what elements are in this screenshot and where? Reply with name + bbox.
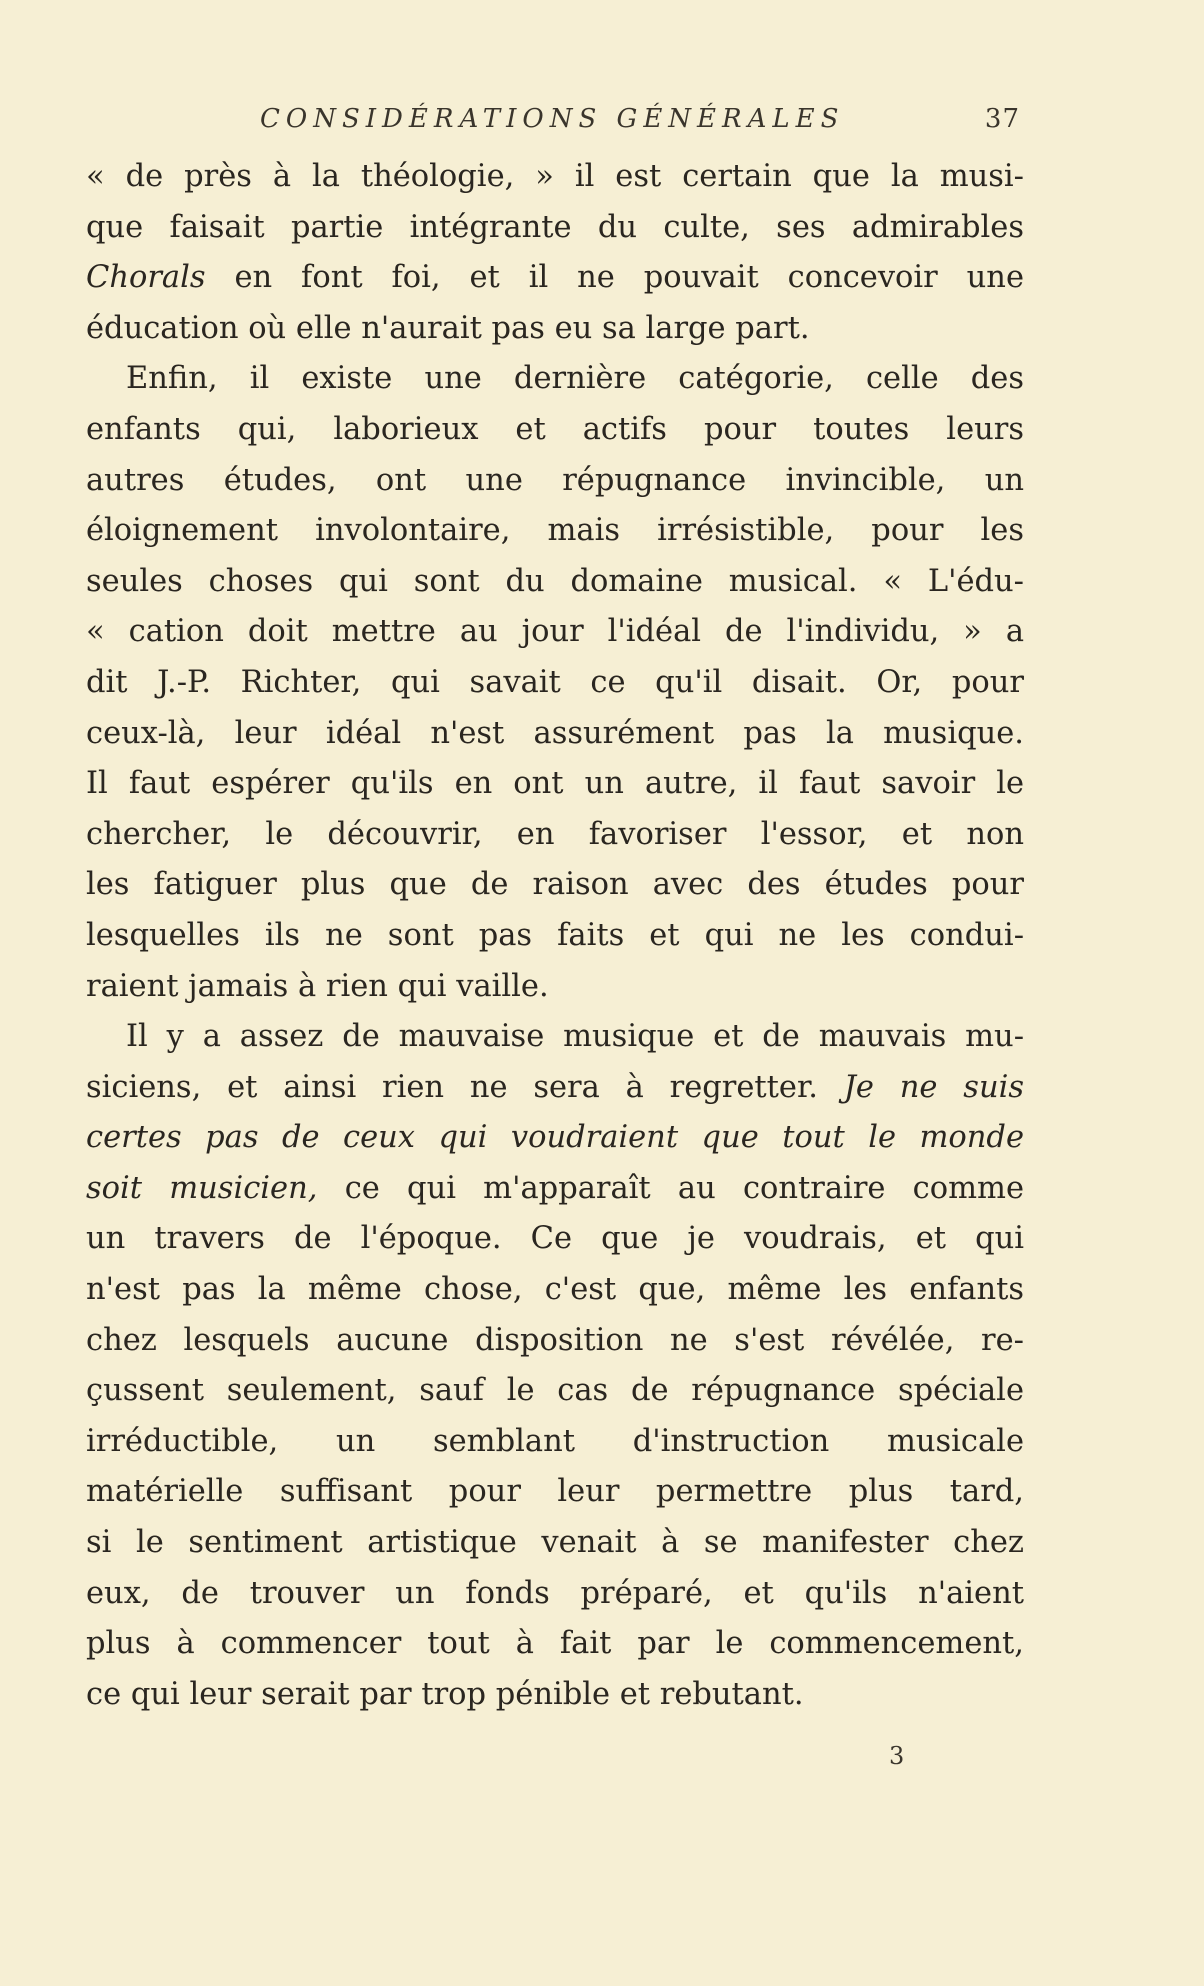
text-line: eux, de trouver un fonds préparé, et qu'ils n'aient — [86, 1575, 1024, 1611]
text-line — [86, 1164, 1024, 1215]
text-line: enfants qui, laborieux et actifs pour toutes leurs — [86, 411, 1024, 447]
text-line: irréductible, un semblant d'instruction musicale — [86, 1423, 1024, 1459]
running-head — [86, 100, 1024, 144]
text-line: si le sentiment artistique venait à se manifester chez — [86, 1525, 1024, 1561]
text-line: raient jamais à rien qui vaille. — [86, 968, 549, 1004]
text-line: Il y a assez de mauvaise musique et de mauvais mu- — [126, 1019, 1024, 1055]
body-text — [86, 152, 1024, 1720]
running-title: CONSIDÉRATIONS GÉNÉRALES — [260, 104, 845, 134]
text-line — [86, 1063, 1024, 1114]
text-line: éloignement involontaire, mais irrésistible, pour les — [86, 513, 1024, 549]
text-line: ce qui leur serait par trop pénible et rebutant. — [86, 1676, 804, 1712]
text-fragment: siciens, et ainsi rien ne sera à regretter. — [86, 1069, 818, 1105]
text-line: dit J.-P. Richter, qui savait ce qu'il disait. Or, pour — [86, 664, 1024, 700]
text-line — [86, 253, 1024, 304]
text-line: lesquelles ils ne sont pas faits et qui ne les condui- — [86, 917, 1024, 953]
text-line: « de près à la théologie, » il est certain que la musi- — [86, 159, 1024, 194]
italic-text: soit musicien, — [86, 1170, 318, 1206]
text-line: Il faut espérer qu'ils en ont un autre, il faut savoir le — [86, 766, 1024, 802]
text-line: Enfin, il existe une dernière catégorie, celle des — [126, 361, 1024, 397]
italic-text: Chorals — [86, 260, 206, 296]
signature-mark: 3 — [889, 1742, 905, 1770]
text-line: les fatiguer plus que de raison avec des études pour — [86, 867, 1024, 903]
text-line: çussent seulement, sauf le cas de répugnance spéciale — [86, 1373, 1024, 1409]
text-line: éducation où elle n'aurait pas eu sa large part. — [86, 310, 810, 346]
text-line: matérielle suffisant pour leur permettre plus tard, — [86, 1474, 1024, 1510]
text-line: seules choses qui sont du domaine musical. « L'édu- — [86, 563, 1024, 599]
text-fragment: en font foi, et il ne pouvait concevoir une — [234, 260, 1024, 296]
italic-text: Je ne suis — [843, 1069, 1024, 1105]
text-line: ceux-là, leur idéal n'est assurément pas la musique. — [86, 715, 1024, 751]
text-line: « cation doit mettre au jour l'idéal de l'individu, » a — [86, 614, 1024, 650]
page-number: 37 — [984, 104, 1020, 134]
text-line: autres études, ont une répugnance invincible, un — [86, 462, 1024, 498]
text-line: plus à commencer tout à fait par le commencement, — [86, 1626, 1024, 1662]
text-line: un travers de l'époque. Ce que je voudrais, et qui — [86, 1221, 1024, 1257]
text-line: chez lesquels aucune disposition ne s'est révélée, re- — [86, 1322, 1024, 1358]
text-fragment: ce qui m'apparaît au contraire comme — [344, 1170, 1025, 1206]
text-line: certes pas de ceux qui voudraient que tout le monde — [86, 1120, 1024, 1156]
text-line: n'est pas la même chose, c'est que, même les enfants — [86, 1272, 1024, 1308]
text-line: que faisait partie intégrante du culte, ses admirables — [86, 209, 1024, 245]
book-page — [86, 100, 1024, 1720]
text-line: chercher, le découvrir, en favoriser l'essor, et non — [86, 816, 1024, 852]
